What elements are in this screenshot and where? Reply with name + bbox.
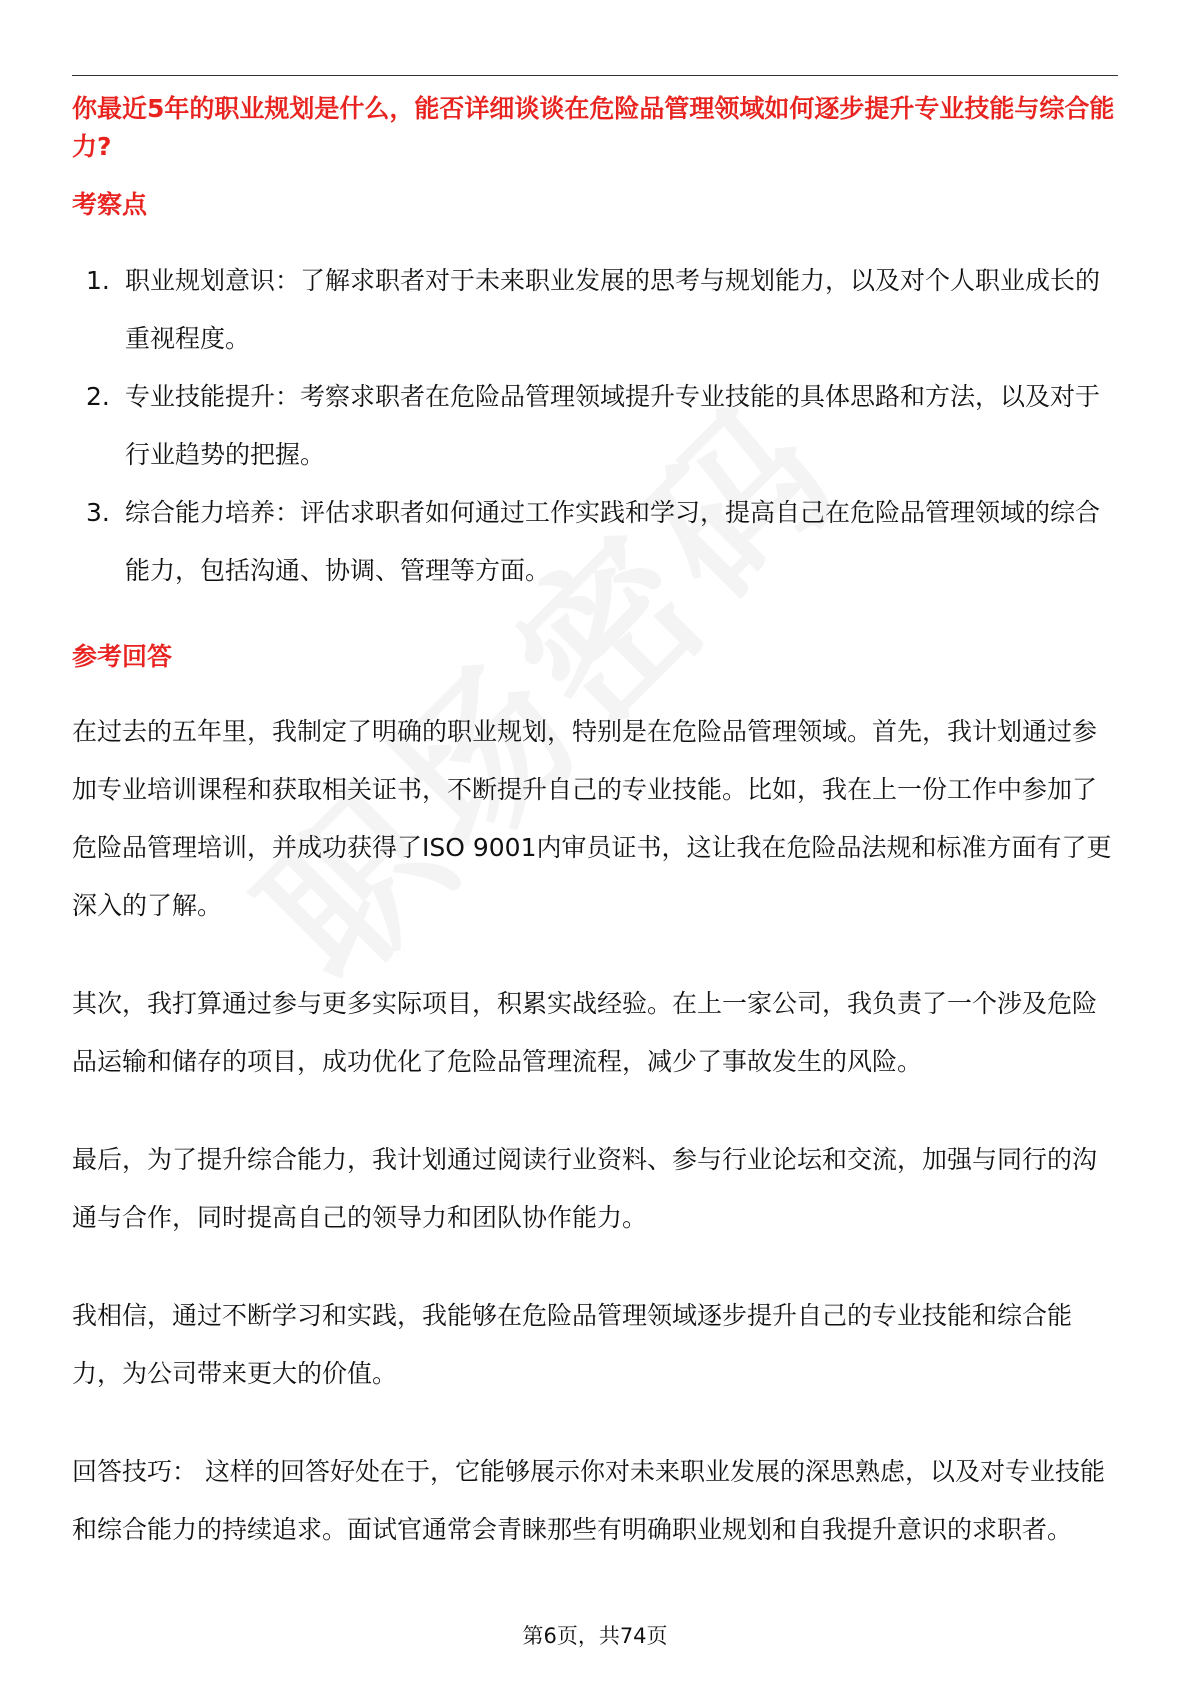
list-item-text: 职业规划意识：了解求职者对于未来职业发展的思考与规划能力，以及对个人职业成长的重视程度。 — [125, 266, 1101, 353]
top-divider — [72, 75, 1118, 76]
list-item-number: 3. — [86, 498, 110, 527]
answer-paragraph: 在过去的五年里，我制定了明确的职业规划，特别是在危险品管理领域。首先，我计划通过参加专业培训课程和获取相关证书，不断提升自己的专业技能。比如，我在上一份工作中参加了危险品管理培训，并成功获得了ISO 9001内审员证书，这让我在危险品法规和标准方面有了更深入的了解。 — [72, 717, 1112, 920]
points-list — [72, 252, 1118, 600]
list-item — [72, 252, 1118, 368]
page-number-footer: 第6页，共74页 — [522, 1624, 668, 1648]
answer-paragraph: 最后，为了提升综合能力，我计划通过阅读行业资料、参与行业论坛和交流，加强与同行的沟通与合作，同时提高自己的领导力和团队协作能力。 — [72, 1145, 1098, 1232]
list-item-text: 综合能力培养：评估求职者如何通过工作实践和学习，提高自己在危险品管理领域的综合能力，包括沟通、协调、管理等方面。 — [125, 498, 1101, 585]
list-item-number: 2. — [86, 382, 110, 411]
list-item — [72, 484, 1118, 600]
answer-heading: 参考回答 — [72, 642, 173, 671]
answer-body — [72, 703, 1118, 1559]
list-item-number: 1. — [86, 266, 110, 295]
question-title: 你最近5年的职业规划是什么，能否详细谈谈在危险品管理领域如何逐步提升专业技能与综合能力? — [72, 94, 1115, 161]
answer-tips: 回答技巧： 这样的回答好处在于，它能够展示你对未来职业发展的深思熟虑，以及对专业技能和综合能力的持续追求。面试官通常会青睐那些有明确职业规划和自我提升意识的求职者。 — [72, 1457, 1105, 1544]
points-heading: 考察点 — [72, 190, 148, 219]
list-item-text: 专业技能提升：考察求职者在危险品管理领域提升专业技能的具体思路和方法，以及对于行业趋势的把握。 — [125, 382, 1101, 469]
page-content — [72, 90, 1118, 1599]
answer-paragraph: 我相信，通过不断学习和实践，我能够在危险品管理领域逐步提升自己的专业技能和综合能力，为公司带来更大的价值。 — [72, 1301, 1073, 1388]
answer-paragraph: 其次，我打算通过参与更多实际项目，积累实战经验。在上一家公司，我负责了一个涉及危险品运输和储存的项目，成功优化了危险品管理流程，减少了事故发生的风险。 — [72, 989, 1098, 1076]
list-item — [72, 368, 1118, 484]
